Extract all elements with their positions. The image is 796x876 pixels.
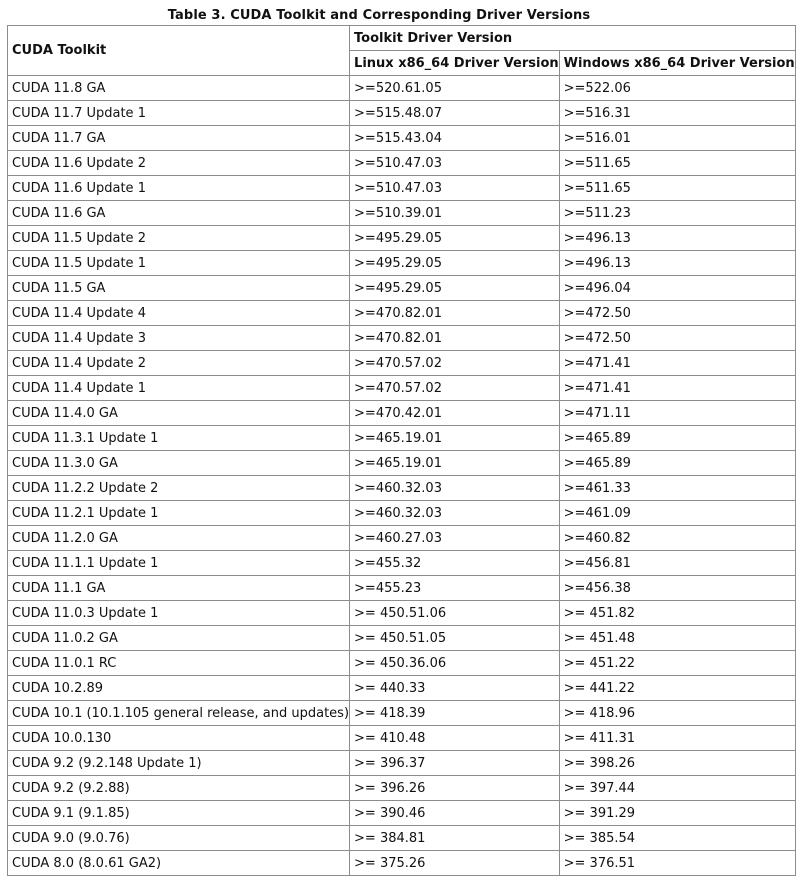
cell-windows-driver-version: >=516.31 [559, 101, 795, 126]
cell-cuda-toolkit: CUDA 11.7 GA [8, 126, 350, 151]
cell-linux-driver-version: >= 450.36.06 [350, 651, 560, 676]
cell-windows-driver-version: >=471.41 [559, 376, 795, 401]
cell-windows-driver-version: >=496.13 [559, 226, 795, 251]
table-row [8, 151, 796, 176]
table-row [8, 726, 796, 751]
cell-windows-driver-version: >=511.65 [559, 151, 795, 176]
table-row [8, 126, 796, 151]
table-body [8, 76, 796, 876]
cell-cuda-toolkit: CUDA 11.4 Update 4 [8, 301, 350, 326]
cell-windows-driver-version: >=471.41 [559, 351, 795, 376]
table-row [8, 476, 796, 501]
cell-windows-driver-version: >=471.11 [559, 401, 795, 426]
cell-linux-driver-version: >=515.48.07 [350, 101, 560, 126]
cell-linux-driver-version: >= 396.37 [350, 751, 560, 776]
cell-windows-driver-version: >= 451.48 [559, 626, 795, 651]
table-row [8, 251, 796, 276]
cell-linux-driver-version: >=495.29.05 [350, 276, 560, 301]
cell-linux-driver-version: >=470.82.01 [350, 326, 560, 351]
cell-windows-driver-version: >= 411.31 [559, 726, 795, 751]
cell-cuda-toolkit: CUDA 11.4 Update 3 [8, 326, 350, 351]
cell-cuda-toolkit: CUDA 11.5 GA [8, 276, 350, 301]
table-row [8, 751, 796, 776]
table-row [8, 701, 796, 726]
cell-cuda-toolkit: CUDA 11.3.1 Update 1 [8, 426, 350, 451]
table-row [8, 676, 796, 701]
table-row [8, 351, 796, 376]
cell-cuda-toolkit: CUDA 11.8 GA [8, 76, 350, 101]
cell-windows-driver-version: >= 391.29 [559, 801, 795, 826]
cell-linux-driver-version: >=455.32 [350, 551, 560, 576]
cell-windows-driver-version: >=472.50 [559, 326, 795, 351]
cell-cuda-toolkit: CUDA 11.6 Update 1 [8, 176, 350, 201]
cell-cuda-toolkit: CUDA 11.4.0 GA [8, 401, 350, 426]
cell-cuda-toolkit: CUDA 11.2.1 Update 1 [8, 501, 350, 526]
cell-windows-driver-version: >=465.89 [559, 426, 795, 451]
cell-linux-driver-version: >= 418.39 [350, 701, 560, 726]
cell-windows-driver-version: >= 398.26 [559, 751, 795, 776]
table-row [8, 176, 796, 201]
table-row [8, 526, 796, 551]
cell-cuda-toolkit: CUDA 10.1 (10.1.105 general release, and updates) [8, 701, 350, 726]
cell-cuda-toolkit: CUDA 11.1 GA [8, 576, 350, 601]
cell-linux-driver-version: >= 375.26 [350, 851, 560, 876]
cell-cuda-toolkit: CUDA 8.0 (8.0.61 GA2) [8, 851, 350, 876]
table-row [8, 401, 796, 426]
cell-linux-driver-version: >=515.43.04 [350, 126, 560, 151]
cell-windows-driver-version: >= 441.22 [559, 676, 795, 701]
cell-windows-driver-version: >=460.82 [559, 526, 795, 551]
cell-linux-driver-version: >= 440.33 [350, 676, 560, 701]
table-row [8, 226, 796, 251]
cell-windows-driver-version: >=511.23 [559, 201, 795, 226]
table-row [8, 201, 796, 226]
cell-cuda-toolkit: CUDA 9.1 (9.1.85) [8, 801, 350, 826]
cell-cuda-toolkit: CUDA 9.2 (9.2.88) [8, 776, 350, 801]
cell-linux-driver-version: >= 396.26 [350, 776, 560, 801]
cell-windows-driver-version: >=456.81 [559, 551, 795, 576]
cell-cuda-toolkit: CUDA 11.7 Update 1 [8, 101, 350, 126]
table-row [8, 626, 796, 651]
cell-cuda-toolkit: CUDA 11.5 Update 2 [8, 226, 350, 251]
cell-cuda-toolkit: CUDA 11.4 Update 2 [8, 351, 350, 376]
table-row [8, 101, 796, 126]
cell-linux-driver-version: >=470.82.01 [350, 301, 560, 326]
table-row [8, 276, 796, 301]
cell-cuda-toolkit: CUDA 9.2 (9.2.148 Update 1) [8, 751, 350, 776]
cell-windows-driver-version: >= 418.96 [559, 701, 795, 726]
table-row [8, 576, 796, 601]
cell-windows-driver-version: >=465.89 [559, 451, 795, 476]
cell-cuda-toolkit: CUDA 10.0.130 [8, 726, 350, 751]
cell-linux-driver-version: >= 410.48 [350, 726, 560, 751]
cell-windows-driver-version: >= 451.22 [559, 651, 795, 676]
cell-linux-driver-version: >=520.61.05 [350, 76, 560, 101]
table-row [8, 301, 796, 326]
cell-windows-driver-version: >= 376.51 [559, 851, 795, 876]
table-row [8, 76, 796, 101]
cell-windows-driver-version: >=496.13 [559, 251, 795, 276]
cell-windows-driver-version: >=461.09 [559, 501, 795, 526]
cell-cuda-toolkit: CUDA 11.0.3 Update 1 [8, 601, 350, 626]
cell-windows-driver-version: >=456.38 [559, 576, 795, 601]
cell-cuda-toolkit: CUDA 10.2.89 [8, 676, 350, 701]
cell-linux-driver-version: >= 384.81 [350, 826, 560, 851]
cell-windows-driver-version: >=461.33 [559, 476, 795, 501]
table-row [8, 851, 796, 876]
cell-linux-driver-version: >=470.57.02 [350, 376, 560, 401]
cell-linux-driver-version: >=465.19.01 [350, 426, 560, 451]
cell-linux-driver-version: >= 450.51.06 [350, 601, 560, 626]
cell-linux-driver-version: >=510.47.03 [350, 151, 560, 176]
cell-linux-driver-version: >=510.39.01 [350, 201, 560, 226]
header-cuda-toolkit: CUDA Toolkit [8, 26, 350, 76]
table-row [8, 501, 796, 526]
cell-linux-driver-version: >= 390.46 [350, 801, 560, 826]
table-row [8, 426, 796, 451]
table-row [8, 776, 796, 801]
cell-cuda-toolkit: CUDA 11.3.0 GA [8, 451, 350, 476]
cell-linux-driver-version: >=495.29.05 [350, 226, 560, 251]
cell-windows-driver-version: >=511.65 [559, 176, 795, 201]
cell-windows-driver-version: >= 385.54 [559, 826, 795, 851]
cell-cuda-toolkit: CUDA 9.0 (9.0.76) [8, 826, 350, 851]
cell-windows-driver-version: >=516.01 [559, 126, 795, 151]
cell-linux-driver-version: >=470.42.01 [350, 401, 560, 426]
cell-windows-driver-version: >= 397.44 [559, 776, 795, 801]
cell-windows-driver-version: >=522.06 [559, 76, 795, 101]
cell-cuda-toolkit: CUDA 11.5 Update 1 [8, 251, 350, 276]
table-row [8, 601, 796, 626]
cell-windows-driver-version: >= 451.82 [559, 601, 795, 626]
cell-cuda-toolkit: CUDA 11.2.0 GA [8, 526, 350, 551]
table-row [8, 451, 796, 476]
cell-cuda-toolkit: CUDA 11.0.2 GA [8, 626, 350, 651]
cell-cuda-toolkit: CUDA 11.0.1 RC [8, 651, 350, 676]
table-row [8, 826, 796, 851]
cell-cuda-toolkit: CUDA 11.2.2 Update 2 [8, 476, 350, 501]
cell-cuda-toolkit: CUDA 11.6 Update 2 [8, 151, 350, 176]
cell-linux-driver-version: >=470.57.02 [350, 351, 560, 376]
cell-linux-driver-version: >=465.19.01 [350, 451, 560, 476]
cell-linux-driver-version: >=495.29.05 [350, 251, 560, 276]
cell-linux-driver-version: >= 450.51.05 [350, 626, 560, 651]
table-row [8, 551, 796, 576]
cell-linux-driver-version: >=460.32.03 [350, 501, 560, 526]
driver-version-table [7, 25, 796, 876]
cell-linux-driver-version: >=460.32.03 [350, 476, 560, 501]
header-toolkit-driver-version: Toolkit Driver Version [350, 26, 796, 51]
cell-linux-driver-version: >=510.47.03 [350, 176, 560, 201]
cell-linux-driver-version: >=460.27.03 [350, 526, 560, 551]
table-row [8, 651, 796, 676]
cell-cuda-toolkit: CUDA 11.4 Update 1 [8, 376, 350, 401]
cell-cuda-toolkit: CUDA 11.1.1 Update 1 [8, 551, 350, 576]
table-caption: Table 3. CUDA Toolkit and Corresponding Driver Versions [167, 8, 591, 23]
cell-cuda-toolkit: CUDA 11.6 GA [8, 201, 350, 226]
header-windows-driver-version: Windows x86_64 Driver Version [559, 51, 795, 76]
cell-linux-driver-version: >=455.23 [350, 576, 560, 601]
table-row [8, 326, 796, 351]
table-row [8, 801, 796, 826]
cell-windows-driver-version: >=496.04 [559, 276, 795, 301]
table-row [8, 376, 796, 401]
header-linux-driver-version: Linux x86_64 Driver Version [350, 51, 560, 76]
cell-windows-driver-version: >=472.50 [559, 301, 795, 326]
